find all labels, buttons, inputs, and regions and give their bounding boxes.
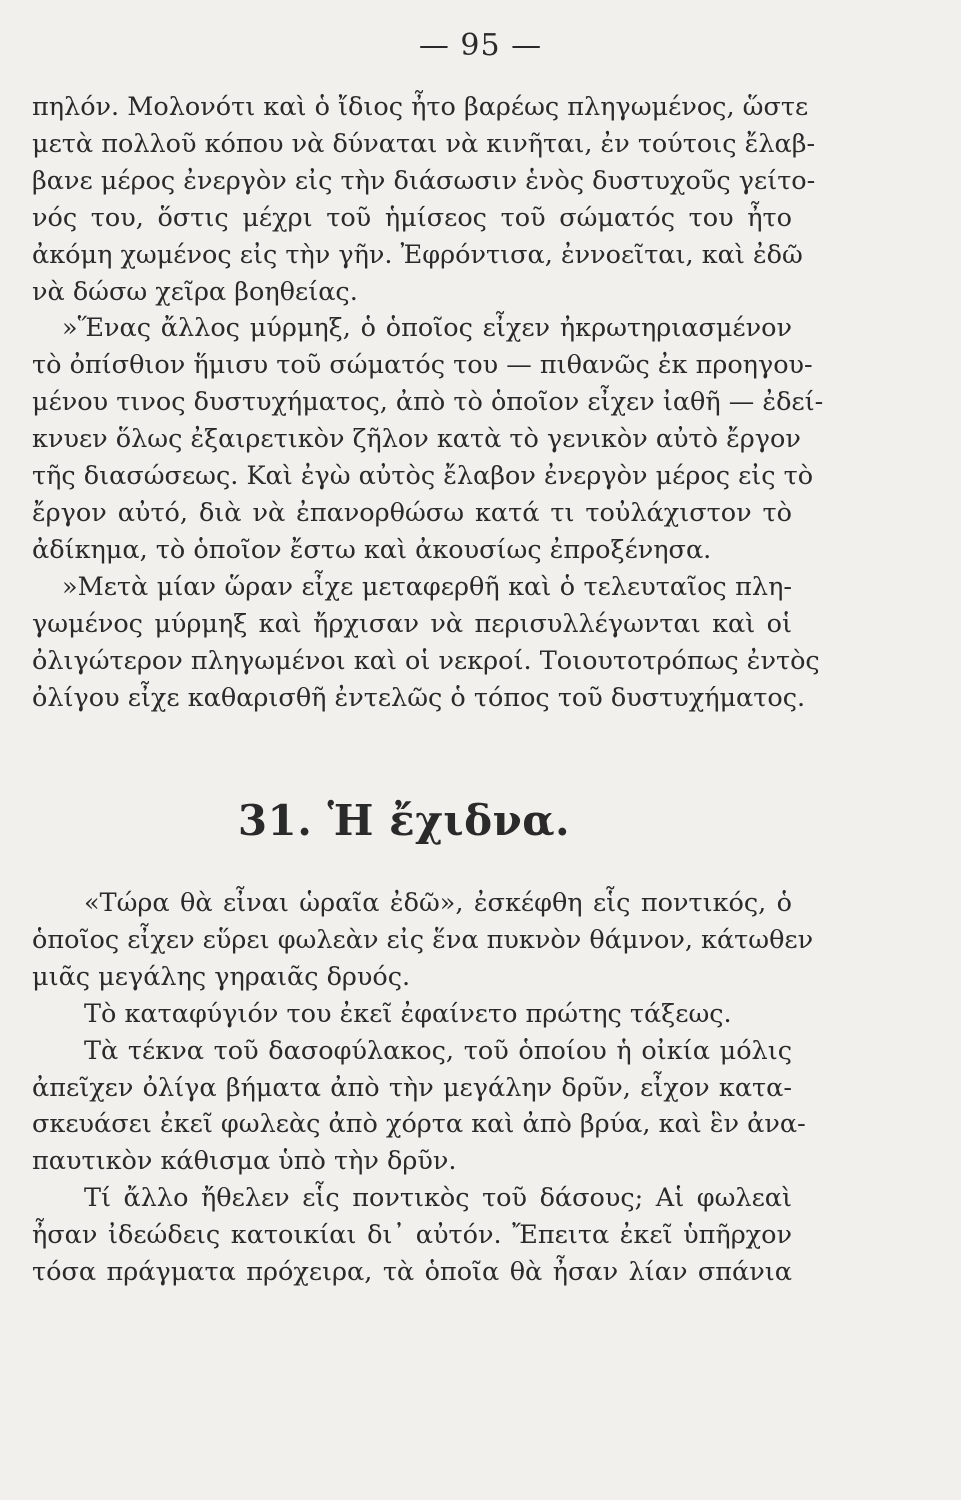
text-line: τῆς διασώσεως. Καὶ ἐγὼ αὐτὸς ἔλαβον ἐνεργὸν μέρος εἰς τὸ <box>32 461 814 492</box>
text-line: μιᾶς μεγάλης γηραιᾶς δρυός. <box>32 961 411 992</box>
text-line: σκευάσει ἐκεῖ φωλεὰς ἀπὸ χόρτα καὶ ἀπὸ βρύα, καὶ ἓν ἀνα- <box>32 1109 806 1140</box>
text-line: ὁποῖος εἶχεν εὕρει φωλεὰν εἰς ἕνα πυκνὸν θάμνον, κάτωθεν <box>32 924 814 955</box>
body-text-block-a <box>32 89 824 716</box>
text-line: πηλόν. Μολονότι καὶ ὁ ἴδιος ἦτο βαρέως πληγωμένος, ὥστε <box>32 92 809 122</box>
text-line: βανε μέρος ἐνεργὸν εἰς τὴν διάσωσιν ἑνὸς δυστυχοῦς γείτο- <box>32 165 816 196</box>
text-line: Τί ἄλλο ἤθελεν εἷς ποντικὸς τοῦ δάσους; Αἱ φωλεαὶ <box>84 1183 792 1214</box>
section-heading: 31. Ἡ ἔχιδνα. <box>237 796 571 845</box>
text-line: ἀδίκημα, τὸ ὁποῖον ἔστω καὶ ἀκουσίως ἐπροξένησα. <box>32 534 712 565</box>
text-line: ὀλιγώτερον πληγωμένοι καὶ οἱ νεκροί. Τοιουτοτρόπως ἐντὸς <box>32 645 820 676</box>
text-line: κνυεν ὅλως ἐξαιρετικὸν ζῆλον κατὰ τὸ γενικὸν αὐτὸ ἔργον <box>32 424 801 455</box>
text-line: »Ἕνας ἄλλος μύρμηξ, ὁ ὁποῖος εἶχεν ἠκρωτηριασμένον <box>62 313 792 344</box>
text-line: νὰ δώσω χεῖρα βοηθείας. <box>32 276 358 307</box>
text-line: τόσα πράγματα πρόχειρα, τὰ ὁποῖα θὰ ἦσαν λίαν σπάνια <box>32 1257 792 1288</box>
text-line: Τὰ τέκνα τοῦ δασοφύλακος, τοῦ ὁποίου ἡ οἰκία μόλις <box>84 1035 792 1066</box>
text-line: τὸ ὀπίσθιον ἥμισυ τοῦ σώματός του — πιθανῶς ἐκ προηγου- <box>32 350 813 381</box>
text-line: γωμένος μύρμηξ καὶ ἤρχισαν νὰ περισυλλέγωνται καὶ οἱ <box>32 608 792 639</box>
page-number: — 95 — <box>418 28 543 63</box>
text-line: ἦσαν ἰδεώδεις κατοικίαι δι᾽ αὐτόν. Ἔπειτα ἐκεῖ ὑπῆρχον <box>32 1220 792 1251</box>
text-line: »Μετὰ μίαν ὥραν εἶχε μεταφερθῆ καὶ ὁ τελευταῖος πλη- <box>62 571 792 602</box>
text-line: ὀλίγου εἶχε καθαρισθῆ ἐντελῶς ὁ τόπος τοῦ δυστυχήματος. <box>32 682 806 713</box>
text-line: μετὰ πολλοῦ κόπου νὰ δύναται νὰ κινῆται, ἐν τούτοις ἔλαβ- <box>32 128 816 159</box>
text-line: ἀκόμη χωμένος εἰς τὴν γῆν. Ἐφρόντισα, ἐννοεῖται, καὶ ἐδῶ <box>32 239 803 270</box>
text-line: παυτικὸν κάθισμα ὑπὸ τὴν δρῦν. <box>32 1146 457 1177</box>
text-line: νός του, ὅστις μέχρι τοῦ ἡμίσεος τοῦ σώματός του ἦτο <box>32 202 792 233</box>
text-line: «Τώρα θὰ εἶναι ὡραῖα ἐδῶ», ἐσκέφθη εἷς ποντικός, ὁ <box>84 888 792 918</box>
text-line: μένου τινος δυστυχήματος, ἀπὸ τὸ ὁποῖον εἶχεν ἰαθῆ — ἐδεί- <box>32 387 824 418</box>
text-line: Τὸ καταφύγιόν του ἐκεῖ ἐφαίνετο πρώτης τάξεως. <box>84 998 732 1029</box>
text-line: ἔργον αὐτό, διὰ νὰ ἐπανορθώσω κατά τι τοὐλάχιστον τὸ <box>32 497 792 528</box>
body-text-block-b <box>32 885 814 1291</box>
text-line: ἀπεῖχεν ὀλίγα βήματα ἀπὸ τὴν μεγάλην δρῦν, εἶχον κατα- <box>32 1072 792 1103</box>
